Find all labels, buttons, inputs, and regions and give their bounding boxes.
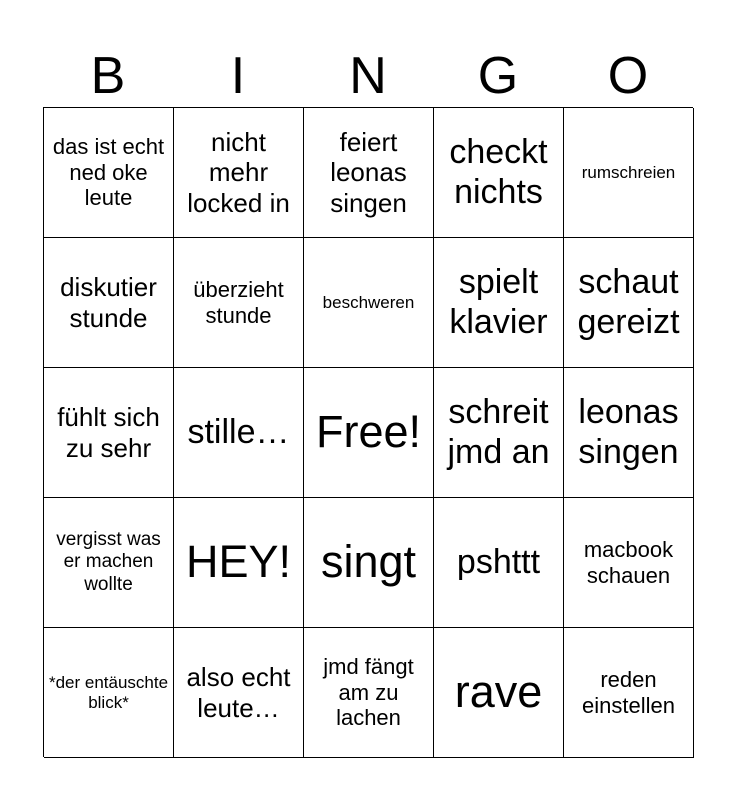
bingo-cell[interactable]: macbook schauen bbox=[564, 498, 694, 628]
bingo-cell[interactable]: checkt nichts bbox=[434, 108, 564, 238]
bingo-cell[interactable]: *der entäuschte blick* bbox=[44, 628, 174, 758]
header-letter-o: O bbox=[607, 47, 649, 105]
bingo-header bbox=[43, 46, 693, 106]
header-letter-b: B bbox=[90, 47, 126, 105]
bingo-cell[interactable]: pshttt bbox=[434, 498, 564, 628]
bingo-cell[interactable]: jmd fängt am zu lachen bbox=[304, 628, 434, 758]
bingo-cell[interactable]: diskutier stunde bbox=[44, 238, 174, 368]
bingo-cell[interactable]: feiert leonas singen bbox=[304, 108, 434, 238]
bingo-cell[interactable]: beschweren bbox=[304, 238, 434, 368]
header-letter-g: G bbox=[477, 47, 519, 105]
header-letter-i: I bbox=[230, 47, 246, 105]
bingo-cell[interactable]: rumschreien bbox=[564, 108, 694, 238]
bingo-cell[interactable]: überzieht stunde bbox=[174, 238, 304, 368]
header-letter-n: N bbox=[349, 47, 387, 105]
bingo-grid bbox=[43, 107, 693, 757]
bingo-cell[interactable]: spielt klavier bbox=[434, 238, 564, 368]
bingo-cell[interactable]: reden einstellen bbox=[564, 628, 694, 758]
bingo-cell[interactable]: singt bbox=[304, 498, 434, 628]
bingo-cell[interactable]: HEY! bbox=[174, 498, 304, 628]
bingo-cell[interactable]: rave bbox=[434, 628, 564, 758]
bingo-cell[interactable]: schaut gereizt bbox=[564, 238, 694, 368]
bingo-cell[interactable]: schreit jmd an bbox=[434, 368, 564, 498]
bingo-cell[interactable]: leonas singen bbox=[564, 368, 694, 498]
bingo-cell[interactable]: vergisst was er machen wollte bbox=[44, 498, 174, 628]
free-space-cell[interactable]: Free! bbox=[304, 368, 434, 498]
bingo-cell[interactable]: das ist echt ned oke leute bbox=[44, 108, 174, 238]
bingo-cell[interactable]: stille… bbox=[174, 368, 304, 498]
bingo-cell[interactable]: also echt leute… bbox=[174, 628, 304, 758]
bingo-cell[interactable]: nicht mehr locked in bbox=[174, 108, 304, 238]
bingo-cell[interactable]: fühlt sich zu sehr bbox=[44, 368, 174, 498]
